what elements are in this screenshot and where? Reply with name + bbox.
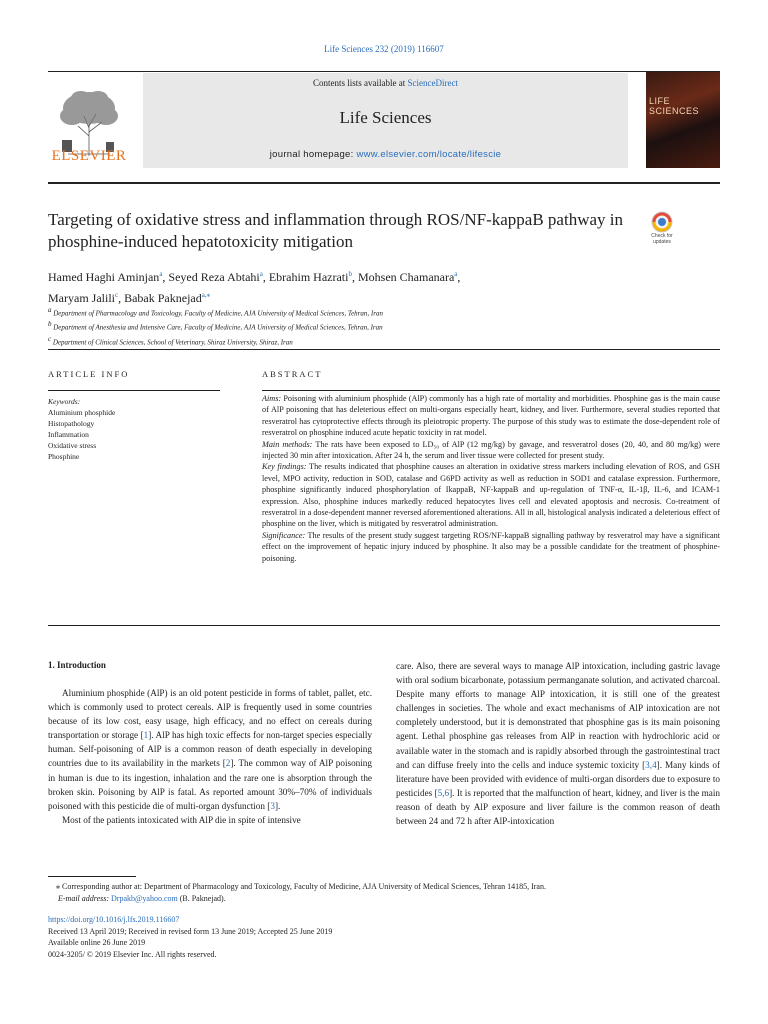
received-dates: Received 13 April 2019; Received in revised form 13 June 2019; Accepted 25 June 2019 xyxy=(48,926,333,936)
abstract-aims xyxy=(262,393,720,439)
article-metadata xyxy=(48,914,728,960)
keyword: Inflammation xyxy=(48,430,89,439)
author-name[interactable]: Seyed Reza Abtahi xyxy=(168,270,260,284)
divider xyxy=(48,390,220,391)
author-affiliation-mark[interactable]: a xyxy=(259,270,263,278)
citation-link[interactable]: 5,6 xyxy=(437,787,450,798)
findings-text: The results indicated that phosphine causes an alteration in oxidative stress markers including elevation of ROS, and GSH level, MPO activity, reduction in SOD, catalase and G6PD activity as well as reduction in SOD1 and catalase expression. Furthermore, phosphine significantly induced phosphorylation of IkappaB, NF-kappaB and up-regulation of TNF-α, IL-1β, IL-6, and ICAM-1 expression. Also, phosphine induces markedly reduced hepatocytes lives cell and elevated apoptosis and necrosis. Co-treatment of resveratrol in a dose-dependent manner reversed aforementioned alterations. All in all, histological analysis indicated a deleterious effect of phosphine on the liver, which is mitigated by resveratrol administration. xyxy=(262,462,720,529)
author-name[interactable]: Mohsen Chamanara xyxy=(357,270,455,284)
affiliation-mark: b xyxy=(48,320,52,329)
sciencedirect-link[interactable]: ScienceDirect xyxy=(407,78,458,88)
citation-link[interactable]: 3,4 xyxy=(645,759,657,770)
divider xyxy=(48,349,720,350)
findings-label: Key findings: xyxy=(262,462,307,472)
aims-text: Poisoning with aluminium phosphide (AlP) commonly has a high rate of mortality and morbidities. Phosphine gas is the main cause of AlP poisoning that has deleterious effect on multi-organs especially heart, kidney, and liver. Furthermore, several studies reported that resveratrol has cytoprotective effects through its pleiotropic property. The purpose of this study was to estimate the dose-dependent role of resveratrol on phosphine induced acute hepatic toxicity in rat model. xyxy=(262,394,720,438)
author-affiliation-mark[interactable]: c xyxy=(114,291,119,299)
keyword: Phosphine xyxy=(48,452,80,461)
keywords-block xyxy=(48,396,220,462)
affiliations xyxy=(48,305,668,348)
methods-label: Main methods: xyxy=(262,439,313,449)
abstract-findings xyxy=(262,461,720,529)
abstract-heading: ABSTRACT xyxy=(262,369,323,379)
significance-text: The results of the present study suggest targeting ROS/NF-kappaB signalling pathway by resveratrol may have a significant effect on the improvement of hepatic injury induced by phosphine. It also may be a possible candidate for the treatment of phosphine-poisoning. xyxy=(262,530,720,563)
check-updates-icon xyxy=(643,211,681,233)
body-column-left xyxy=(48,686,372,827)
online-date: Available online 26 June 2019 xyxy=(48,938,146,947)
author-name[interactable]: Hamed Haghi Aminjan xyxy=(48,270,160,284)
affiliation-line xyxy=(48,305,668,319)
footnote-divider xyxy=(48,876,136,877)
keyword: Histopathology xyxy=(48,419,95,428)
section-heading-introduction: 1. Introduction xyxy=(48,660,106,670)
doi-link[interactable]: https://doi.org/10.1016/j.lfs.2019.116607 xyxy=(48,915,180,924)
affiliation-mark: c xyxy=(48,334,52,343)
abstract-significance xyxy=(262,530,720,564)
intro-paragraph-1 xyxy=(48,686,372,813)
body-text: ]. AlP has high toxic effects for non-target species especially human. Self-poisoning of AlP is a common reason of death especially in developing countries due to its availability in the markets [ xyxy=(48,730,372,769)
email-suffix: (B. Paknejad). xyxy=(177,894,226,903)
author-affiliation-mark[interactable]: b xyxy=(348,270,352,278)
publisher-wordmark: ELSEVIER xyxy=(51,148,127,164)
keyword: Oxidative stress xyxy=(48,441,97,450)
methods-text: The rats have been exposed to LD₅₀ of AlP (12 mg/kg) by gavage, and resveratrol doses (20, 40, and 80 mg/kg) were injected 30 min after intoxication. After 24 h, the serum and liver tissue were collected for present study. xyxy=(262,439,720,461)
homepage-prefix: journal homepage: xyxy=(269,149,357,160)
contents-line xyxy=(143,78,628,88)
corresponding-author-footnote xyxy=(48,881,728,905)
homepage-line xyxy=(143,149,628,160)
author-name[interactable]: Babak Paknejad xyxy=(124,291,202,305)
journal-reference[interactable]: Life Sciences 232 (2019) 116607 xyxy=(324,44,444,54)
aims-label: Aims: xyxy=(262,394,282,403)
check-updates-label: Check for updates xyxy=(651,233,673,245)
journal-name: Life Sciences xyxy=(339,108,432,127)
significance-label: Significance: xyxy=(262,530,306,540)
email-link[interactable]: Drpakb@yahoo.com xyxy=(111,894,178,903)
author-name[interactable]: Ebrahim Hazrati xyxy=(268,270,349,284)
divider xyxy=(48,182,720,184)
corresponding-text: ⁎ Corresponding author at: Department of Pharmacology and Toxicology, Faculty of Medicine, AJA University of Medical Sciences, Tehran 14185, Iran. xyxy=(56,882,546,891)
body-text: care. Also, there are several ways to manage AlP intoxication, including gastric lavage with oral sodium bicarbonate, potassium permanganate solution, and activated charcoal. Despite many efforts to manage AlP intoxication, it is still one of the greatest challenges in societies. The whole and exact mechanisms of AlP intoxication are not completely understood, but it is demonstrated that phosphine gas is its main poisoning agent. Lethal phosphine gas releases from AlP in reaction with hydrochloric acid or available water in the stomach and is rapidly absorbed through the gastrointestinal tract and can diffuse freely into the cells and induce systemic toxicity [ xyxy=(396,661,721,770)
abstract-methods xyxy=(262,439,720,462)
intro-paragraph-2: Most of the patients intoxicated with AlP die in spite of intensive xyxy=(62,814,301,825)
homepage-link[interactable]: www.elsevier.com/locate/lifescie xyxy=(356,149,502,160)
author-affiliation-mark[interactable]: a,⁎ xyxy=(201,291,211,299)
affiliation-text: Department of Clinical Sciences, School of Veterinary, Shiraz University, Shiraz, Iran xyxy=(51,337,293,346)
body-column-right xyxy=(396,659,720,828)
contents-prefix: Contents lists available at xyxy=(313,78,408,88)
affiliation-line xyxy=(48,334,668,348)
body-text: Aluminium phosphide (AlP) is an old potent pesticide in forms of tablet, pallet, etc. which is commonly used to protect cereals. AlP is frequently used in some countries because of its low cost, easy usage, high efficacy, and no effect on cereals during transportation or storage [ xyxy=(48,688,372,741)
paper-title: Targeting of oxidative stress and inflammation through ROS/NF-kappaB pathway in phosphine-induced hepatotoxicity mitigation xyxy=(48,210,623,251)
email-line xyxy=(48,893,728,905)
divider xyxy=(48,625,720,626)
abstract-body xyxy=(262,393,720,564)
citation-link[interactable]: 2 xyxy=(225,758,231,769)
body-text: ]. It is reported that the malfunction of heart, kidney, and liver is the main reason of death by AlP exposure and liver failure is the common reason of death between 24 and 72 h after AlP-intoxication xyxy=(396,787,720,827)
author-affiliation-mark[interactable]: a xyxy=(159,270,163,278)
affiliation-mark: a xyxy=(48,306,52,314)
author-list: Hamed Haghi Aminjan$^a$, Seyed Reza Abtahi$^a$, Ebrahim Hazrati$^b$, Mohsen Chamanara$^a$, Maryam Jalili$^c$, Babak Paknejad$^{a,⁎}$ xyxy=(48,270,461,305)
divider xyxy=(48,71,720,72)
email-label: E-mail address: xyxy=(58,894,112,903)
author-affiliation-mark[interactable]: a xyxy=(454,270,458,278)
divider xyxy=(262,390,720,391)
citation-link[interactable]: 1 xyxy=(143,730,149,741)
body-text: ]. The common way of AlP poisoning in human is due to its ingestion, inhalation and the rare one is absorption through the broken skin. Poisoning by AlP is fatal. As reported amount 30%–70% of individuals poisoned with this pesticide die of multi-organ dysfunction [ xyxy=(48,758,372,811)
keyword: Aluminium phosphide xyxy=(48,408,116,417)
cover-title: LIFE SCIENCES xyxy=(649,96,700,116)
author-name[interactable]: Maryam Jalili xyxy=(48,291,115,305)
body-text: ]. xyxy=(274,800,281,811)
affiliation-text: Department of Pharmacology and Toxicology, Faculty of Medicine, AJA University of Medical Sciences, Tehran, Iran xyxy=(51,309,383,318)
body-text: ]. Many kinds of literature have been provided with evidence of multi-organ disorders due to exposure to pesticides [ xyxy=(396,759,721,798)
check-for-updates-badge[interactable] xyxy=(643,211,681,251)
keyword-list xyxy=(48,407,220,462)
keywords-label: Keywords: xyxy=(48,397,81,406)
affiliation-line xyxy=(48,319,668,333)
article-info-heading: ARTICLE INFO xyxy=(48,369,130,379)
intro-paragraph-continued xyxy=(396,659,720,828)
citation-link[interactable]: 3 xyxy=(270,800,275,811)
affiliation-text: Department of Anesthesia and Intensive Care, Faculty of Medicine, AJA University of Medical Sciences, Tehran, Iran xyxy=(51,323,383,332)
journal-cover-image[interactable] xyxy=(646,72,720,168)
copyright: 0024-3205/ © 2019 Elsevier Inc. All rights reserved. xyxy=(48,949,217,959)
